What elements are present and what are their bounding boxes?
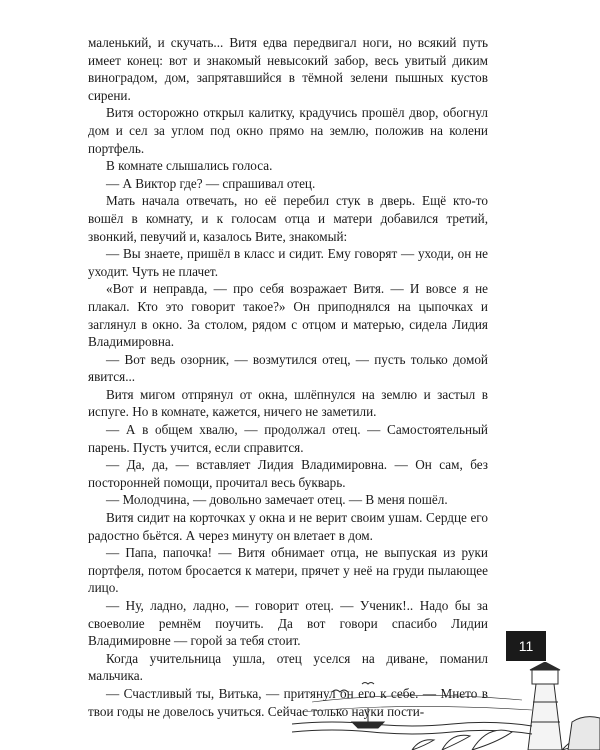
paragraph: — А Виктор где? — спрашивал отец.	[106, 175, 316, 191]
paragraph: — Папа, папочка! — Витя обнимает отца, не выпуская из руки портфеля, потом бросается к матери, прячет у неё на груди пылающее лицо.	[88, 545, 488, 596]
paragraph: — А в общем хвалю, — продолжал отец. — Самостоятельный парень. Пусть учится, если справится.	[88, 422, 488, 455]
paragraph: Витя мигом отпрянул от окна, шлёпнулся на землю и застыл в испуге. Но в комнате, кажется, ничего не заметили.	[88, 386, 488, 420]
paragraph: маленький, и скучать... Витя едва передвигал ноги, но всякий путь имеет конец: вот и знакомый невысокий забор, весь увитый диким виноградом, дом, запрятавшийся в тёмной зелени пышных кустов сирени.	[88, 35, 488, 103]
paragraph: — Да, да, — вставляет Лидия Владимировна. — Он сам, без посторонней помощи, прочитал весь букварь.	[88, 457, 488, 490]
paragraph: Витя осторожно открыл калитку, крадучись прошёл двор, обогнул дом и сел за углом под окно прямо на землю, положив на колени портфель.	[88, 105, 488, 156]
paragraph: «Вот и неправда, — про себя возражает Витя. — И вовсе я не плакал. Кто это говорит такое?» Он приподнялся на цыпочках и заглянул в окно. За столом, рядом с отцом и матерью, сидела Лидия Владимировна.	[88, 281, 488, 350]
paragraph: — Вы знаете, пришёл в класс и сидит. Ему говорят — уходи, он не уходит. Чуть не плачет.	[88, 246, 488, 279]
paragraph: — Молодчина, — довольно замечает отец. — В меня пошёл.	[106, 492, 448, 508]
paragraph: — Ну, ладно, ладно, — говорит отец. — Ученик!.. Надо бы за своеволие ремнём поучить. Да вот говори спасибо Лидии Владимировне — горой за тебя стоит.	[88, 598, 488, 649]
paragraph: — Вот ведь озорник, — возмутился отец, — пусть только домой явится...	[88, 351, 488, 385]
page-number: 11	[506, 631, 546, 661]
body-text	[88, 34, 488, 720]
paragraph: Витя сидит на корточках у окна и не верит своим ушам. Сердце его радостно бьётся. А через минуту он влетает в дом.	[88, 510, 488, 543]
lighthouse-illustration	[292, 662, 600, 750]
paragraph: Когда учительница ушла, отец уселся на диване, поманил мальчика.	[88, 650, 488, 684]
paragraph: Мать начала отвечать, но её перебил стук в дверь. Ещё кто-то вошёл в комнату, и к голосам отца и матери добавился третий, звонкий, певучий и, казалось Вите, знакомый:	[88, 193, 488, 244]
paragraph: В комнате слышались голоса.	[106, 158, 273, 174]
paragraph: — Счастливый ты, Витька, — притянул он его к себе. — Мнето в твои годы не довелось учиться. Сейчас только науки пости-	[88, 685, 488, 719]
